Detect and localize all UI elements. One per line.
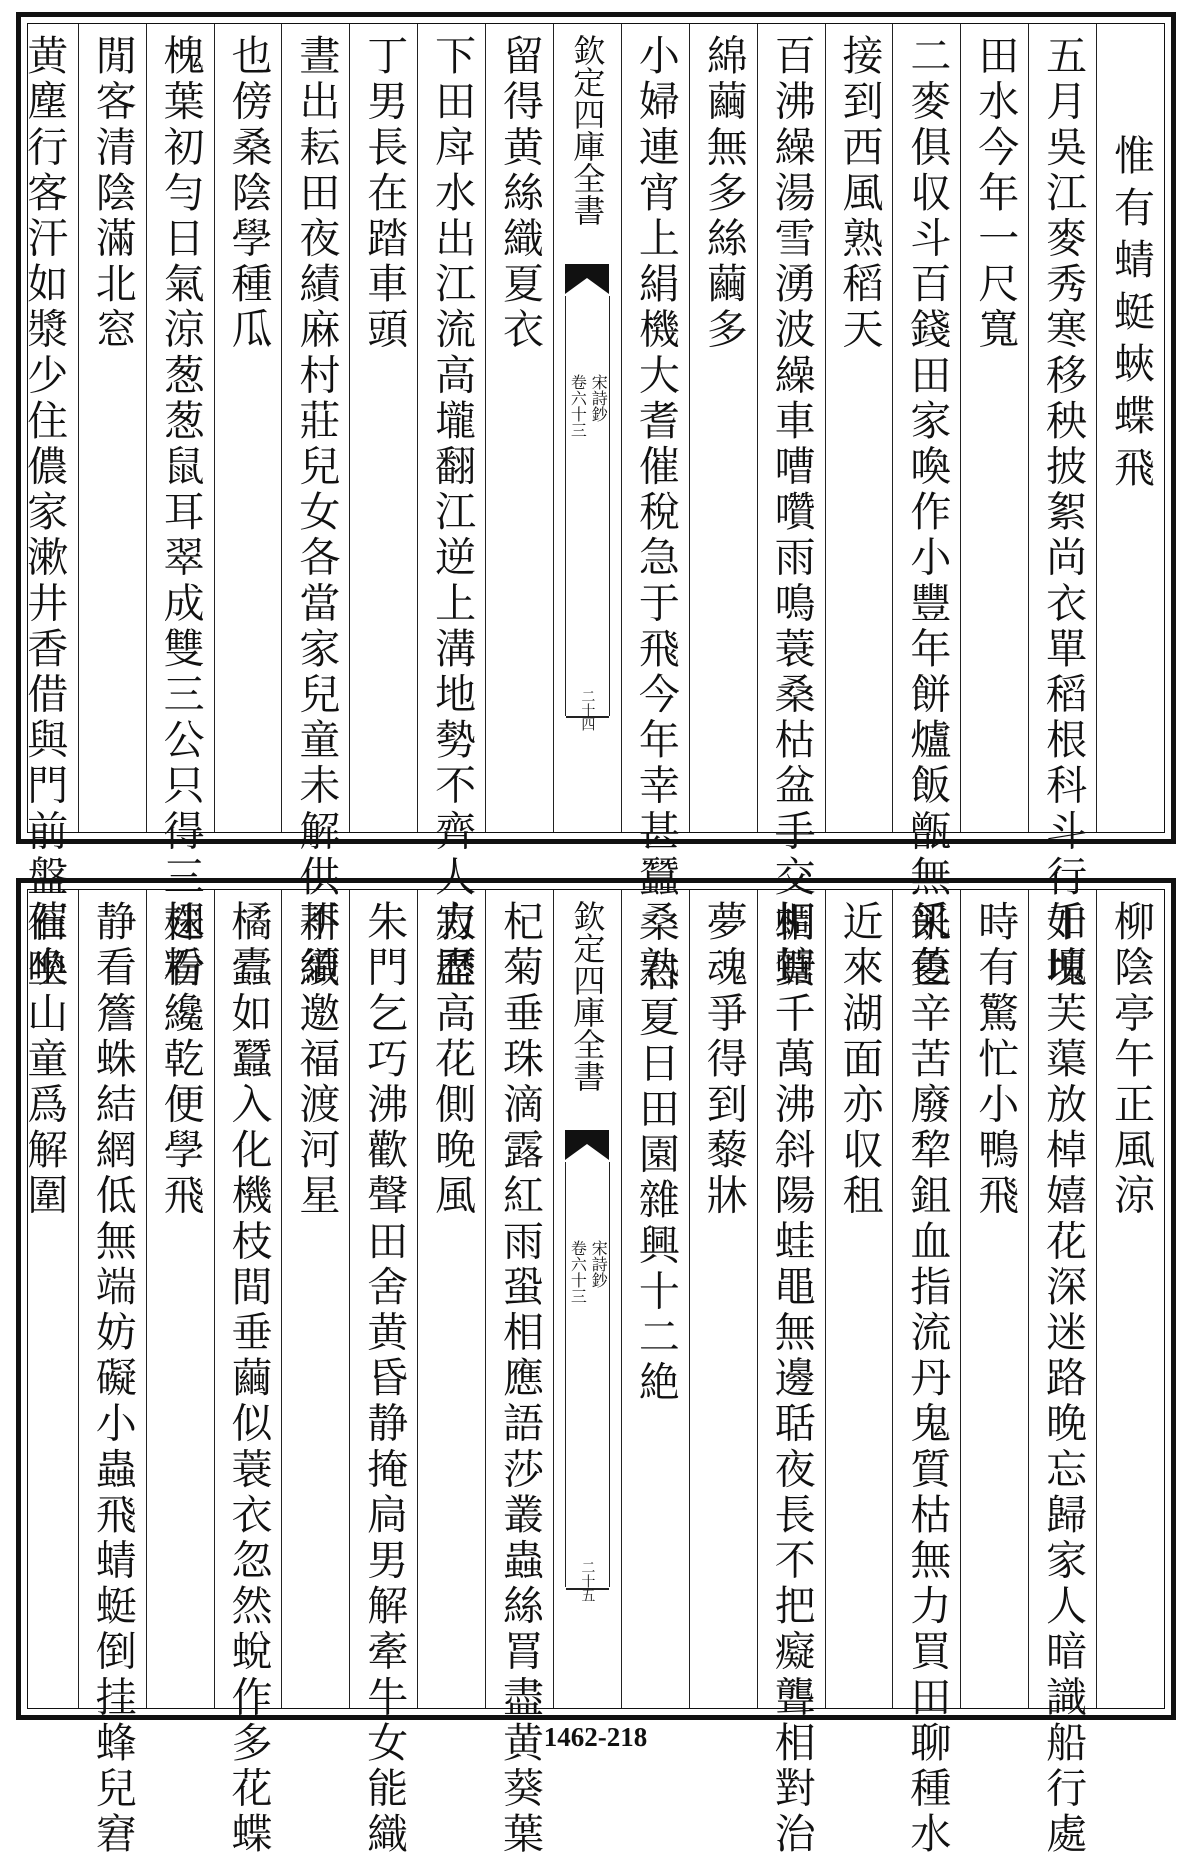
column-text: 接到西風熟稻天 <box>835 34 884 354</box>
text-column <box>825 890 893 1708</box>
column-text: 千頃芙蕖放棹嬉花深迷路晚忘歸家人暗識船行處 <box>1039 900 1088 1858</box>
column-text: 杞菊垂珠滴露紅雨蛩相應語莎叢蟲絲罥盡黄葵葉 <box>496 900 545 1858</box>
column-text: 寂歷高花側晚風 <box>428 900 477 1220</box>
collection-title: 欽定四庫全書 <box>568 900 607 1092</box>
text-column <box>960 24 1028 832</box>
page-number: 二十五 <box>579 1560 596 1602</box>
fish-tail-mark-icon <box>565 1130 609 1166</box>
text-column <box>1028 24 1096 992</box>
column-text: 綿繭無多絲繭多 <box>699 34 748 354</box>
text-column <box>757 890 825 1858</box>
column-text: 朱門乞巧沸歡聲田舍黄昏静掩扃男解牽牛女能織 <box>360 900 409 1858</box>
fold-rule-right <box>609 1162 610 1587</box>
column-text: 田水今年一尺寬 <box>971 34 1020 354</box>
text-column <box>146 890 214 1708</box>
folio-number: 1462-218 <box>543 1722 648 1752</box>
text-column <box>1096 24 1164 832</box>
book-info <box>569 1240 607 1304</box>
text-column <box>417 890 485 1708</box>
text-column <box>1096 890 1164 1708</box>
text-column <box>78 890 146 1858</box>
text-column <box>281 24 349 992</box>
text-column <box>689 890 757 1708</box>
text-column <box>757 24 825 992</box>
fish-tail-mark-icon <box>565 264 609 300</box>
text-column <box>214 24 282 832</box>
text-column <box>1028 890 1096 1858</box>
text-column <box>146 24 214 992</box>
column-text: 時有驚忙小鴨飛 <box>971 900 1020 1220</box>
column-text: 蜩螗千萬沸斜陽蛙黽無邊聒夜長不把癡聾相對治 <box>767 900 816 1858</box>
fold-rule-right <box>609 296 610 716</box>
text-column <box>621 24 689 992</box>
fold-rule-left <box>565 296 566 716</box>
text-column <box>78 24 146 832</box>
text-column <box>10 24 78 992</box>
column-text: 不須邀福渡河星 <box>292 900 341 1220</box>
column-text: 静看簷蛛結網低無端妨礙小蟲飛蜻蜓倒挂蜂兒窘 <box>88 900 137 1858</box>
volume-number: 卷六十三 <box>568 1240 588 1304</box>
book-info <box>569 374 607 438</box>
text-column <box>485 890 553 1858</box>
top-page-frame <box>20 23 1165 992</box>
column-text: 晝出耘田夜績麻村莊兒女各當家兒童未解供耕織 <box>292 34 341 992</box>
column-text: 留得黄絲織夏衣 <box>496 34 545 354</box>
column-text: 下田戽水出江流高壠翻江逆上溝地勢不齊人力盡 <box>428 34 477 992</box>
text-column <box>349 890 417 1858</box>
text-column <box>417 24 485 992</box>
column-text: 槐葉初勻日氣涼葱葱鼠耳翠成雙三公只得三株看 <box>156 34 205 992</box>
column-text: 丁男長在踏車頭 <box>360 34 409 354</box>
column-text: 惟有蜻蜓蛺蝶飛 <box>1107 134 1156 498</box>
text-column <box>281 890 349 1708</box>
text-column <box>892 24 960 992</box>
text-column <box>825 24 893 832</box>
text-column <box>689 24 757 832</box>
top-page-panel <box>16 12 1176 992</box>
text-column <box>349 24 417 832</box>
text-column <box>10 890 78 1708</box>
page-number: 二十四 <box>579 689 596 731</box>
fold-rule-left <box>565 1162 566 1587</box>
text-column <box>214 890 282 1858</box>
book-title: 宋詩鈔 <box>589 374 609 422</box>
column-text: 采菱辛苦廢犂鉏血指流丹鬼質枯無力買田聊種水 <box>903 900 952 1858</box>
column-text: 百沸繰湯雪湧波繰車嘈囋雨鳴蓑桑枯盆手交相賀 <box>767 34 816 992</box>
column-text: 閒客清陰滿北窓 <box>88 34 137 354</box>
column-text: 也傍桑陰學種瓜 <box>224 34 273 354</box>
section-title-column <box>621 890 689 1708</box>
column-text: 夢魂爭得到藜牀 <box>699 900 748 1220</box>
top-text-columns <box>20 24 1164 992</box>
column-text: 黄塵行客汗如漿少住儂家漱井香借與門前盤石坐 <box>20 34 69 992</box>
text-column <box>892 890 960 1858</box>
collection-title: 欽定四庫全書 <box>568 34 607 226</box>
text-column <box>960 890 1028 1708</box>
column-text: 五月吳江麥秀寒移秧披絮尚衣單稻根科斗行如塊 <box>1039 34 1088 992</box>
book-title: 宋詩鈔 <box>589 1240 609 1288</box>
column-text: 近來湖面亦収租 <box>835 900 884 1220</box>
column-text: 翅粉纔乾便學飛 <box>156 900 205 1220</box>
center-fold-column <box>553 890 621 1708</box>
section-title: 右夏日田園雜興十二絶 <box>631 950 680 1406</box>
center-fold-column <box>553 24 621 832</box>
column-text: 柳陰亭午正風涼 <box>1107 900 1156 1220</box>
column-text: 催喚山童爲解圍 <box>20 900 69 1220</box>
column-text: 小婦連宵上絹機大耆催稅急于飛今年幸甚蠶桑熟 <box>631 34 680 992</box>
column-text: 橘蠹如蠶入化機枝間垂繭似蓑衣忽然蛻作多花蝶 <box>224 900 273 1858</box>
text-column <box>485 24 553 832</box>
volume-number: 卷六十三 <box>568 374 588 438</box>
column-text: 二麥俱収斗百錢田家喚作小豐年餅爐飯甑無飢色 <box>903 34 952 992</box>
